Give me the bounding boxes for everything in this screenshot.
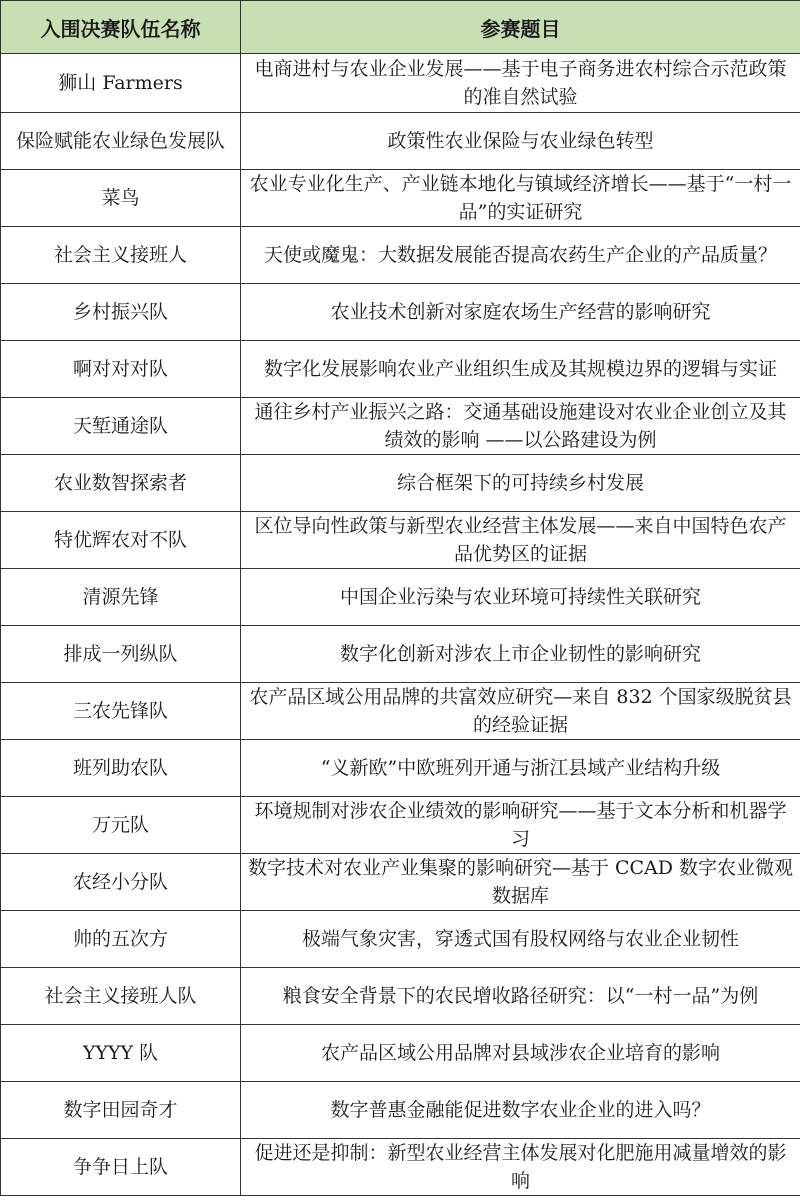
topic-cell: 数字技术对农业产业集聚的影响研究—基于 CCAD 数字农业微观数据库 — [241, 854, 800, 911]
team-name-cell: 社会主义接班人 — [1, 227, 241, 284]
topic-cell: 区位导向性政策与新型农业经营主体发展——来自中国特色农产品优势区的证据 — [241, 512, 800, 569]
table-row — [1, 1139, 800, 1196]
topic-cell: 农产品区域公用品牌的共富效应研究—来自 832 个国家级脱贫县的经验证据 — [241, 683, 800, 740]
table-row — [1, 398, 800, 455]
team-name-cell: 三农先锋队 — [1, 683, 241, 740]
table-row — [1, 683, 800, 740]
team-name-cell: 乡村振兴队 — [1, 284, 241, 341]
team-name-cell: 天堑通途队 — [1, 398, 241, 455]
team-name-cell: 万元队 — [1, 797, 241, 854]
team-name-cell: 帅的五次方 — [1, 911, 241, 968]
topic-cell: 促进还是抑制：新型农业经营主体发展对化肥施用减量增效的影响 — [241, 1139, 800, 1196]
table-row — [1, 569, 800, 626]
table-row — [1, 626, 800, 683]
table-row — [1, 170, 800, 227]
table-row — [1, 911, 800, 968]
team-name-cell: 社会主义接班人队 — [1, 968, 241, 1025]
team-name-cell: 狮山 Farmers — [1, 54, 241, 113]
topic-cell: 农业技术创新对家庭农场生产经营的影响研究 — [241, 284, 800, 341]
topic-cell: 电商进村与农业企业发展——基于电子商务进农村综合示范政策的准自然试验 — [241, 54, 800, 113]
topic-cell: 农业专业化生产、产业链本地化与镇域经济增长——基于“一村一品”的实证研究 — [241, 170, 800, 227]
table-row — [1, 284, 800, 341]
table-row — [1, 512, 800, 569]
topic-cell: “义新欧”中欧班列开通与浙江县域产业结构升级 — [241, 740, 800, 797]
topic-cell: 数字普惠金融能促进数字农业企业的进入吗？ — [241, 1082, 800, 1139]
table-row — [1, 854, 800, 911]
topic-cell: 政策性农业保险与农业绿色转型 — [241, 113, 800, 170]
table-row — [1, 113, 800, 170]
team-name-cell: 农业数智探索者 — [1, 455, 241, 512]
team-name-cell: 班列助农队 — [1, 740, 241, 797]
team-name-cell: 数字田园奇才 — [1, 1082, 241, 1139]
topic-cell: 数字化创新对涉农上市企业韧性的影响研究 — [241, 626, 800, 683]
topic-cell: 农产品区域公用品牌对县域涉农企业培育的影响 — [241, 1025, 800, 1082]
table-row — [1, 1025, 800, 1082]
team-name-cell: 争争日上队 — [1, 1139, 241, 1196]
table-row — [1, 54, 800, 113]
table-row — [1, 968, 800, 1025]
table-header-row — [1, 1, 800, 54]
team-name-cell: 菜鸟 — [1, 170, 241, 227]
table-row — [1, 797, 800, 854]
topic-cell: 数字化发展影响农业产业组织生成及其规模边界的逻辑与实证 — [241, 341, 800, 398]
topic-cell: 环境规制对涉农企业绩效的影响研究——基于文本分析和机器学习 — [241, 797, 800, 854]
table-row — [1, 341, 800, 398]
topic-cell: 粮食安全背景下的农民增收路径研究：以“一村一品”为例 — [241, 968, 800, 1025]
table-row — [1, 455, 800, 512]
table-row — [1, 740, 800, 797]
table-row — [1, 1082, 800, 1139]
team-name-header: 入围决赛队伍名称 — [1, 1, 241, 54]
topic-cell: 天使或魔鬼：大数据发展能否提高农药生产企业的产品质量？ — [241, 227, 800, 284]
team-name-cell: 啊对对对队 — [1, 341, 241, 398]
topic-cell: 通往乡村产业振兴之路：交通基础设施建设对农业企业创立及其绩效的影响 ——以公路建设为例 — [241, 398, 800, 455]
team-name-cell: YYYY 队 — [1, 1025, 241, 1082]
topic-cell: 中国企业污染与农业环境可持续性关联研究 — [241, 569, 800, 626]
team-name-cell: 特优辉农对不队 — [1, 512, 241, 569]
team-name-cell: 保险赋能农业绿色发展队 — [1, 113, 241, 170]
topic-cell: 综合框架下的可持续乡村发展 — [241, 455, 800, 512]
team-name-cell: 排成一列纵队 — [1, 626, 241, 683]
topic-cell: 极端气象灾害，穿透式国有股权网络与农业企业韧性 — [241, 911, 800, 968]
team-name-cell: 农经小分队 — [1, 854, 241, 911]
team-name-cell: 清源先锋 — [1, 569, 241, 626]
topic-header: 参赛题目 — [241, 1, 800, 54]
table-row — [1, 227, 800, 284]
